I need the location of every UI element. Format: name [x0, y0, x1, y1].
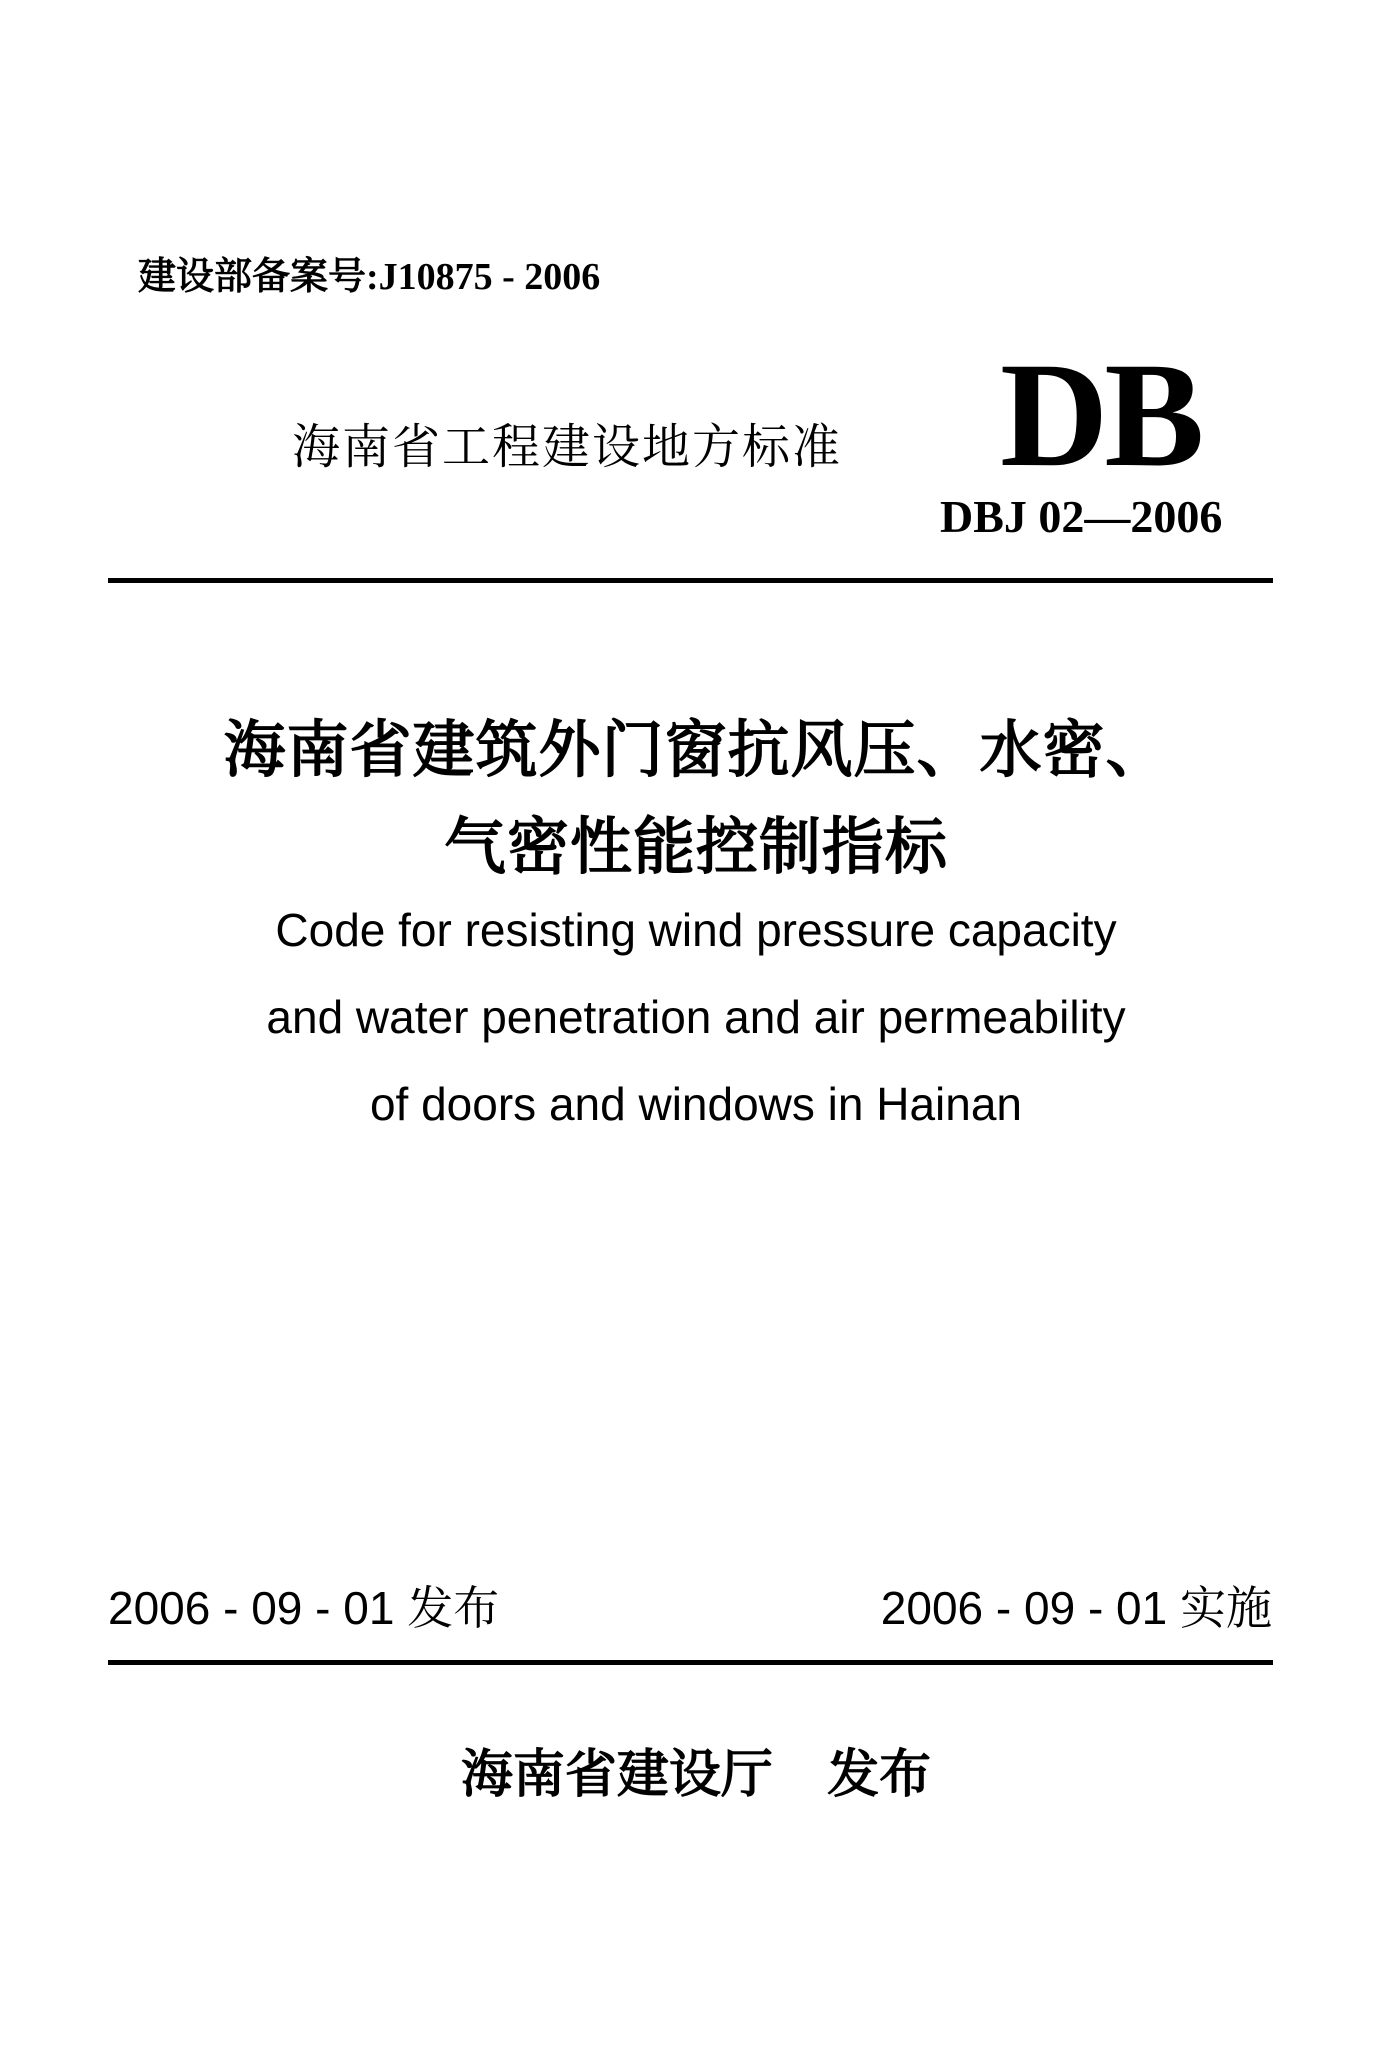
top-divider	[108, 578, 1273, 583]
standard-category: 海南省工程建设地方标准	[292, 419, 843, 475]
title-english-line-3: of doors and windows in Hainan	[369, 1078, 1023, 1130]
publisher: 海南省建设厅 发布	[460, 1745, 932, 1805]
record-number: 建设部备案号:J10875 - 2006	[138, 256, 601, 298]
title-chinese-line-2: 气密性能控制指标	[443, 810, 948, 883]
standard-number: DBJ 02—2006	[940, 491, 1223, 542]
implementation-date: 2006 - 09 - 01 实施	[880, 1582, 1272, 1634]
title-chinese-line-1: 海南省建筑外门窗抗风压、水密、	[223, 713, 1169, 786]
bottom-divider	[108, 1660, 1273, 1665]
db-logo: DB	[1000, 332, 1201, 498]
issue-date: 2006 - 09 - 01 发布	[108, 1582, 500, 1634]
title-english-line-2: and water penetration and air permeability	[266, 991, 1126, 1043]
title-english-line-1: Code for resisting wind pressure capacity	[275, 904, 1117, 956]
